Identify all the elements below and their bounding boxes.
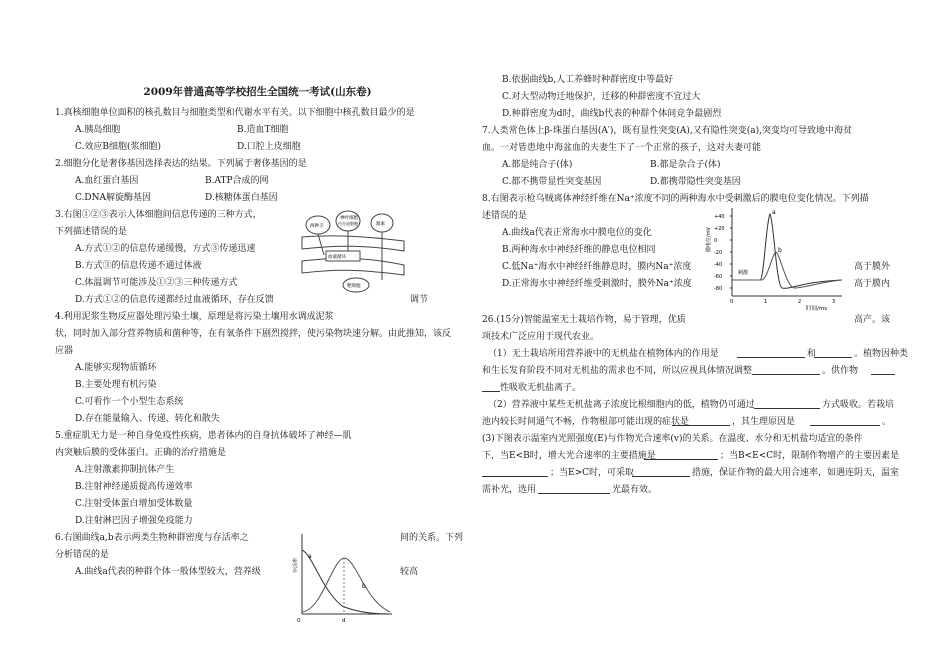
fig6-xtick: d [342, 618, 346, 624]
fig8-xlabel: 时间/ms [806, 306, 828, 312]
text-line: 需补光，选用 [482, 485, 537, 495]
text-line: A.曲线a代表正常海水中膜电位的变化 [502, 228, 652, 238]
fig8-xtick: 1 [764, 299, 768, 305]
text-line: 。供作物 [822, 366, 859, 376]
membrane-potential-chart [700, 202, 850, 314]
text-line: 血。一对皆患地中海盆血的夫妻生下了一个正常的孩子，这对夫妻可能 [482, 143, 762, 153]
fig8-ytick: -80 [714, 286, 723, 292]
fig8-ytick: -60 [714, 274, 723, 280]
fig3-label: 血液循环 [328, 255, 346, 260]
text-line: D.都携带隐性突变基因 [650, 177, 741, 187]
text-line: 6.右图曲线a,b表示两类生物种群密度与存活率之 [55, 533, 249, 543]
answer-blank[interactable] [810, 425, 880, 426]
text-line: A.血红蛋白基因 [75, 176, 139, 186]
fig6-origin: 0 [297, 618, 301, 624]
text-line: 较高 [400, 567, 419, 577]
text-line: 述错误的是 [482, 211, 528, 221]
text-line: A.能够实现物质循环 [75, 363, 157, 373]
answer-blank[interactable] [737, 357, 805, 358]
text-line: 间的关系。下列 [400, 533, 464, 543]
text-line: ；当B<E<C时，限制作物增产的主要因素是 [720, 451, 900, 461]
text-line: C.低Na⁺海水中神经纤维静息时，膜内Na⁺浓度 [502, 262, 692, 272]
text-line: D.存在能量输入、传递、转化和散失 [75, 414, 220, 424]
fig6-curve-b: b [362, 583, 366, 590]
text-line: 1.真核细胞单位面积的核孔数目与细胞类型和代谢水平有关。以下细胞中核孔数目最少的是 [55, 108, 415, 118]
text-line: 调节 [410, 295, 429, 305]
text-line: 5.重症肌无力是一种自身免疫性疾病，患者体内的自身抗体破坏了神经—肌 [55, 431, 352, 441]
text-line: 2.细胞分化是奢侈基因选择表达的结果。下列属于奢侈基因的是 [55, 159, 307, 169]
survival-rate-chart [292, 530, 396, 626]
page-title: 2009年普通高等学校招生全国统一考试(山东卷) [143, 86, 372, 98]
fig8-xtick: 2 [798, 299, 802, 305]
text-line: 4.利用泥浆生物反应器处理污染土壤，原理是将污染土壤用水调成泥浆 [55, 312, 334, 322]
text-line: ；当E>C时，可采取 [550, 468, 634, 478]
text-line: B.两种海水中神经纤维的静息电位相同 [502, 245, 656, 255]
text-line: （2）营养液中某些无机盐离子浓度比根细胞内的低，植物仍可通过 [488, 400, 755, 410]
text-line: C.DNA解旋酶基因 [75, 193, 152, 203]
fig8-ytick: -20 [714, 250, 723, 256]
text-line: C.都不携带显性突变基因 [502, 177, 602, 187]
text-line: ，其生理原因是 [732, 417, 796, 427]
text-line: C.可看作一个小型生态系统 [75, 397, 184, 407]
text-line: 措施，保证作物的最大用合速率，如遇连阴天，温室 [692, 468, 900, 478]
text-line: 。植物因种类 [854, 349, 909, 359]
text-line: 状，同时加入部分营养物质和菌种等，在有氧条件下剧烈搅拌，使污染物块速分解。由此推知，该反 [55, 329, 452, 339]
answer-blank[interactable] [482, 391, 500, 392]
text-line: 和 [807, 349, 817, 359]
text-line: D.方式①②的信息传递都经过血液循环，存在反馈 [75, 295, 274, 305]
fig8-ytick: +20 [714, 226, 725, 232]
fig3-label: 激素 [376, 222, 385, 227]
text-line: C.效应B细胞(浆细胞) [75, 142, 162, 152]
text-line: B.造血T细胞 [237, 125, 289, 135]
text-line: 和生长发育阶段不同对无机盐的需求也不同，所以应视具体情况调整 [482, 366, 753, 376]
text-line: 3.右图①②③表示人体细胞间信息传递的三种方式， [55, 210, 262, 220]
text-line: 应器 [55, 346, 74, 356]
text-line: 。 [882, 417, 892, 427]
answer-blank[interactable] [672, 425, 730, 426]
text-line: 方式吸收。若栽培 [822, 400, 895, 410]
fig3-label: 靶细胞 [347, 284, 361, 289]
text-line: 池内较长时间通气不畅，作物根部可能出现的症状是 [482, 417, 690, 427]
text-line: D.注射淋巴因子增强免疫能力 [75, 516, 193, 526]
text-line: D.口腔上皮细胞 [237, 142, 301, 152]
fig6-ylabel: 存活率 [293, 557, 299, 573]
fig3-label: 内分泌细胞 [338, 221, 358, 226]
fig6-curve-a: a [308, 553, 312, 560]
fig8-xtick: 0 [730, 299, 734, 305]
answer-blank[interactable] [482, 476, 548, 477]
text-line: B.ATP合成的网 [205, 176, 269, 186]
text-line: 分析错误的是 [55, 550, 110, 560]
text-line: B.都是杂合子(体) [650, 160, 721, 170]
fig8-ytick: 0 [714, 238, 718, 244]
text-line: 高于膜内 [854, 279, 891, 289]
text-line: D.核糖体蛋白基因 [205, 193, 278, 203]
text-line: 8.右图表示枪乌贼离体神经纤维在Na⁺浓度不同的两种海水中受刺激后的膜电位变化情况。下列描 [482, 194, 869, 204]
answer-blank[interactable] [644, 459, 718, 460]
text-line: B.注射神经递质提高传递效率 [75, 482, 193, 492]
text-line: 项技术广泛应用于现代农业。 [482, 332, 600, 342]
text-line: 性吸收无机盐离子。 [500, 383, 582, 393]
text-line: 高于膜外 [854, 262, 891, 272]
answer-blank[interactable] [814, 357, 852, 358]
text-line: 内突触后膜的受体蛋白。正确的治疗措施是 [55, 448, 227, 458]
answer-blank[interactable] [538, 493, 610, 494]
text-line: B.方式③的信息传递不通过体液 [75, 261, 202, 271]
text-line: A.曲线a代表的种群个体一般体型较大，营养级 [75, 567, 261, 577]
fig3-label: 神经细胞 [340, 216, 358, 221]
text-line: A.注射激素抑制抗体产生 [75, 465, 175, 475]
fig8-ytick: -40 [714, 262, 723, 268]
text-line: (3)下图表示温室内光照强度(E)与作物光合速率(v)的关系。在温度、水分和无机盐均适宜的条件 [482, 434, 863, 444]
fig8-ytick: +40 [714, 214, 725, 220]
fig8-xtick: 3 [832, 299, 836, 305]
text-line: D.正常海水中神经纤维受刺激时，膜外Na⁺浓度 [502, 279, 692, 289]
text-line: 下，当E<B时，增大光合速率的主要措施是 [482, 451, 656, 461]
curve-b-label: b [778, 247, 782, 254]
fig8-ylabel: 膜电位/mV [706, 227, 712, 252]
text-line: B.依据曲线b,人工养蜂时种群密度中等最好 [502, 75, 674, 85]
answer-blank[interactable] [754, 408, 820, 409]
text-line: 26.(15分)智能温室无土栽培作物，易于管理，优质 [482, 315, 686, 325]
text-line: C.注射受体蛋白增加受体数量 [75, 499, 193, 509]
text-line: A.方式①②的信息传递缓慢，方式③传递迅速 [75, 244, 256, 254]
curve-a-label: a [772, 209, 776, 216]
fig3-label: 两种卫 [310, 224, 324, 229]
text-line: 光最有效。 [612, 485, 658, 495]
text-line: C.体温调节可能涉及①②③三种传递方式 [75, 278, 238, 288]
stimulus-label: 刺激 [738, 270, 749, 276]
text-line: B.主要处理有机污染 [75, 380, 157, 390]
text-line: C.对大型动物迁地保护，迁移的种群密度不宜过大 [502, 92, 701, 102]
text-line: 7.人类常色体上β-珠蛋白基因(A′)，既有显性突变(A),又有隐性突变(a),突变均可导致地中海贫 [482, 126, 853, 136]
text-line: D.种群密度为d时，曲线b代表的种群个体间竞争最剧烈 [502, 109, 722, 119]
text-line: 高产。该 [854, 315, 891, 325]
text-line: A.都是纯合子(体) [502, 160, 573, 170]
text-line: 下列描述错误的是 [55, 227, 128, 237]
text-line: A.胰岛细胞 [75, 125, 121, 135]
answer-blank[interactable] [752, 374, 820, 375]
answer-blank[interactable] [632, 476, 690, 477]
signaling-diagram [296, 205, 411, 297]
text-line: （1）无土栽培所用营养液中的无机盐在植物体内的作用是 [488, 349, 719, 359]
answer-blank[interactable] [871, 374, 895, 375]
